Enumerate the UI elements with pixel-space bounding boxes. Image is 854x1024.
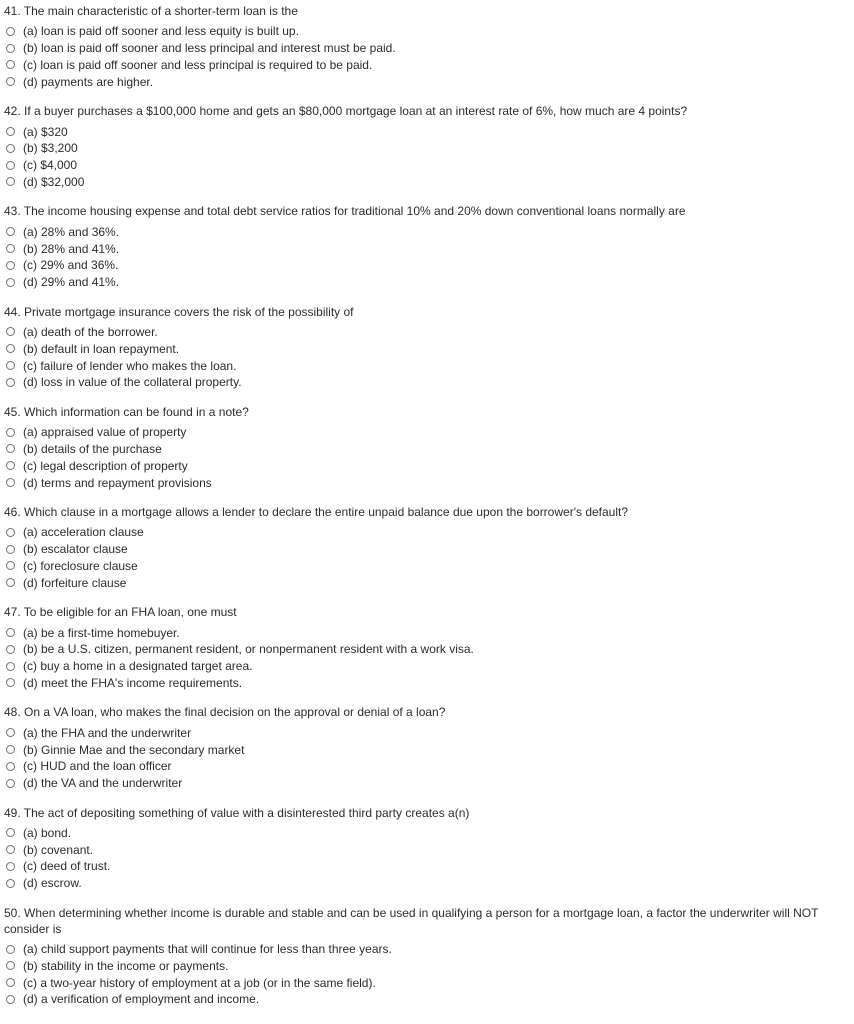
answer-option[interactable] bbox=[4, 858, 850, 875]
radio-button-icon[interactable] bbox=[6, 628, 15, 637]
answer-option-label: (a) the FHA and the underwriter bbox=[23, 725, 192, 740]
question-block bbox=[4, 905, 850, 1008]
answer-option-label: (b) Ginnie Mae and the secondary market bbox=[23, 742, 245, 757]
question-block bbox=[4, 203, 850, 290]
radio-button-icon[interactable] bbox=[6, 378, 15, 387]
answer-option-label: (d) a verification of employment and income. bbox=[23, 992, 260, 1007]
radio-button-icon[interactable] bbox=[6, 327, 15, 336]
answer-option[interactable] bbox=[4, 541, 850, 558]
answer-option[interactable] bbox=[4, 157, 850, 174]
radio-button-icon[interactable] bbox=[6, 561, 15, 570]
answer-option-label: (a) death of the borrower. bbox=[23, 324, 158, 339]
radio-button-icon[interactable] bbox=[6, 478, 15, 487]
answer-option-label: (b) escalator clause bbox=[23, 542, 128, 557]
answer-option[interactable] bbox=[4, 641, 850, 658]
radio-button-icon[interactable] bbox=[6, 127, 15, 136]
radio-button-icon[interactable] bbox=[6, 779, 15, 788]
answer-option[interactable] bbox=[4, 357, 850, 374]
answer-option-label: (a) acceleration clause bbox=[23, 525, 144, 540]
answer-option[interactable] bbox=[4, 957, 850, 974]
answer-option[interactable] bbox=[4, 574, 850, 591]
radio-button-icon[interactable] bbox=[6, 244, 15, 253]
question-text: 41. The main characteristic of a shorter-term loan is the bbox=[4, 4, 298, 18]
answer-option-label: (c) legal description of property bbox=[23, 458, 188, 473]
radio-button-icon[interactable] bbox=[6, 995, 15, 1004]
answer-option[interactable] bbox=[4, 424, 850, 441]
question-text: 44. Private mortgage insurance covers the risk of the possibility of bbox=[4, 304, 354, 319]
answer-options bbox=[4, 825, 850, 892]
question-block bbox=[4, 504, 850, 591]
radio-button-icon[interactable] bbox=[6, 461, 15, 470]
answer-options bbox=[4, 941, 850, 1008]
answer-option-label: (b) details of the purchase bbox=[23, 441, 162, 456]
answer-option-label: (d) forfeiture clause bbox=[23, 575, 127, 590]
answer-option[interactable] bbox=[4, 741, 850, 758]
answer-option-label: (a) be a first-time homebuyer. bbox=[23, 625, 180, 640]
radio-button-icon[interactable] bbox=[6, 828, 15, 837]
radio-button-icon[interactable] bbox=[6, 645, 15, 654]
question-block bbox=[4, 604, 850, 691]
answer-option-label: (c) foreclosure clause bbox=[23, 558, 138, 573]
radio-button-icon[interactable] bbox=[6, 177, 15, 186]
answer-option-label: (c) loan is paid off sooner and less principal is required to be paid. bbox=[23, 57, 373, 72]
answer-option-label: (d) payments are higher. bbox=[23, 74, 154, 89]
radio-button-icon[interactable] bbox=[6, 27, 15, 36]
radio-button-icon[interactable] bbox=[6, 845, 15, 854]
answer-option[interactable] bbox=[4, 474, 850, 491]
answer-option-label: (c) $4,000 bbox=[23, 158, 78, 173]
answer-option-label: (d) terms and repayment provisions bbox=[23, 475, 212, 490]
answer-option[interactable] bbox=[4, 441, 850, 458]
radio-button-icon[interactable] bbox=[6, 862, 15, 871]
radio-button-icon[interactable] bbox=[6, 144, 15, 153]
answer-options bbox=[4, 724, 850, 791]
answer-option[interactable] bbox=[4, 340, 850, 357]
question-text: 47. To be eligible for an FHA loan, one must bbox=[4, 605, 237, 620]
question-block bbox=[4, 103, 850, 190]
answer-option-label: (d) meet the FHA's income requirements. bbox=[23, 675, 243, 690]
radio-button-icon[interactable] bbox=[6, 578, 15, 587]
radio-button-icon[interactable] bbox=[6, 361, 15, 370]
answer-option[interactable] bbox=[4, 174, 850, 191]
radio-button-icon[interactable] bbox=[6, 528, 15, 537]
radio-button-icon[interactable] bbox=[6, 978, 15, 987]
radio-button-icon[interactable] bbox=[6, 961, 15, 970]
radio-button-icon[interactable] bbox=[6, 678, 15, 687]
answer-option-label: (b) be a U.S. citizen, permanent resident, or nonpermanent resident with a work visa. bbox=[23, 642, 474, 657]
answer-option[interactable] bbox=[4, 658, 850, 675]
radio-button-icon[interactable] bbox=[6, 545, 15, 554]
answer-option-label: (a) appraised value of property bbox=[23, 425, 187, 440]
answer-option-label: (a) $320 bbox=[23, 124, 68, 139]
question-text: 42. If a buyer purchases a $100,000 home and gets an $80,000 mortgage loan at an interest rate of 6%, how much are 4 points? bbox=[4, 104, 688, 119]
answer-options bbox=[4, 524, 850, 591]
radio-button-icon[interactable] bbox=[6, 77, 15, 86]
radio-button-icon[interactable] bbox=[6, 44, 15, 53]
radio-button-icon[interactable] bbox=[6, 161, 15, 170]
radio-button-icon[interactable] bbox=[6, 662, 15, 671]
radio-button-icon[interactable] bbox=[6, 728, 15, 737]
answer-option[interactable] bbox=[4, 457, 850, 474]
answer-option[interactable] bbox=[4, 374, 850, 391]
question-block bbox=[4, 304, 850, 391]
answer-option[interactable] bbox=[4, 57, 850, 74]
answer-option-label: (d) $32,000 bbox=[23, 174, 85, 189]
answer-option[interactable] bbox=[4, 524, 850, 541]
question-text: 43. The income housing expense and total debt service ratios for traditional 10% and 20% down conventional loans normally are bbox=[4, 204, 686, 219]
radio-button-icon[interactable] bbox=[6, 428, 15, 437]
radio-button-icon[interactable] bbox=[6, 261, 15, 270]
answer-option-label: (c) HUD and the loan officer bbox=[23, 759, 172, 774]
answer-option-label: (a) bond. bbox=[23, 825, 72, 840]
answer-option[interactable] bbox=[4, 675, 850, 692]
answer-option-label: (d) 29% and 41%. bbox=[23, 275, 120, 290]
answer-option[interactable] bbox=[4, 841, 850, 858]
question-text: 46. Which clause in a mortgage allows a lender to declare the entire unpaid balance due upon the borrower's default? bbox=[4, 504, 629, 519]
answer-option-label: (b) $3,200 bbox=[23, 141, 78, 156]
answer-option-label: (a) child support payments that will continue for less than three years. bbox=[23, 942, 392, 957]
answer-option-label: (d) the VA and the underwriter bbox=[23, 776, 183, 791]
answer-option-label: (a) loan is paid off sooner and less equity is built up. bbox=[23, 24, 299, 39]
question-text: 48. On a VA loan, who makes the final decision on the approval or denial of a loan? bbox=[4, 705, 446, 720]
radio-button-icon[interactable] bbox=[6, 227, 15, 236]
answer-option-label: (b) default in loan repayment. bbox=[23, 341, 180, 356]
question-block bbox=[4, 3, 850, 90]
answer-option-label: (b) 28% and 41%. bbox=[23, 241, 120, 256]
radio-button-icon[interactable] bbox=[6, 879, 15, 888]
answer-option-label: (c) deed of trust. bbox=[23, 859, 111, 874]
answer-option[interactable] bbox=[4, 875, 850, 892]
answer-option-label: (a) 28% and 36%. bbox=[23, 224, 120, 239]
radio-button-icon[interactable] bbox=[6, 945, 15, 954]
answer-option[interactable] bbox=[4, 73, 850, 90]
answer-option[interactable] bbox=[4, 123, 850, 140]
answer-option[interactable] bbox=[4, 941, 850, 958]
radio-button-icon[interactable] bbox=[6, 745, 15, 754]
answer-option-label: (b) loan is paid off sooner and less principal and interest must be paid. bbox=[23, 41, 396, 56]
answer-option[interactable] bbox=[4, 324, 850, 341]
answer-options bbox=[4, 324, 850, 391]
answer-option-label: (c) 29% and 36%. bbox=[23, 258, 119, 273]
answer-option[interactable] bbox=[4, 40, 850, 57]
answer-option-label: (c) failure of lender who makes the loan. bbox=[23, 358, 237, 373]
answer-option[interactable] bbox=[4, 274, 850, 291]
answer-options bbox=[4, 23, 850, 90]
answer-option-label: (d) loss in value of the collateral property. bbox=[23, 375, 242, 390]
question-text: 49. The act of depositing something of value with a disinterested third party creates a(n) bbox=[4, 805, 470, 820]
question-block bbox=[4, 704, 850, 791]
radio-button-icon[interactable] bbox=[6, 444, 15, 453]
answer-option-label: (b) covenant. bbox=[23, 842, 94, 857]
answer-option[interactable] bbox=[4, 775, 850, 792]
radio-button-icon[interactable] bbox=[6, 344, 15, 353]
answer-option-label: (c) buy a home in a designated target area. bbox=[23, 659, 253, 674]
answer-option[interactable] bbox=[4, 558, 850, 575]
answer-option[interactable] bbox=[4, 140, 850, 157]
answer-options bbox=[4, 223, 850, 290]
answer-option[interactable] bbox=[4, 991, 850, 1008]
question-text: 50. When determining whether income is durable and stable and can be used in qualifying a person for a mortgage loan, a factor the underwriter will NOT consider is bbox=[4, 905, 819, 936]
answer-option[interactable] bbox=[4, 223, 850, 240]
answer-option[interactable] bbox=[4, 257, 850, 274]
radio-button-icon[interactable] bbox=[6, 278, 15, 287]
answer-option[interactable] bbox=[4, 624, 850, 641]
answer-options bbox=[4, 424, 850, 491]
question-block bbox=[4, 805, 850, 892]
answer-option[interactable] bbox=[4, 758, 850, 775]
answer-option-label: (b) stability in the income or payments. bbox=[23, 958, 229, 973]
question-text: 45. Which information can be found in a note? bbox=[4, 404, 249, 419]
answer-option[interactable] bbox=[4, 825, 850, 842]
answer-option-label: (d) escrow. bbox=[23, 876, 82, 891]
answer-options bbox=[4, 624, 850, 691]
radio-button-icon[interactable] bbox=[6, 762, 15, 771]
answer-options bbox=[4, 123, 850, 190]
question-block bbox=[4, 404, 850, 491]
answer-option-label: (c) a two-year history of employment at a job (or in the same field). bbox=[23, 975, 376, 990]
radio-button-icon[interactable] bbox=[6, 60, 15, 69]
answer-option[interactable] bbox=[4, 724, 850, 741]
answer-option[interactable] bbox=[4, 240, 850, 257]
answer-option[interactable] bbox=[4, 23, 850, 40]
answer-option[interactable] bbox=[4, 974, 850, 991]
